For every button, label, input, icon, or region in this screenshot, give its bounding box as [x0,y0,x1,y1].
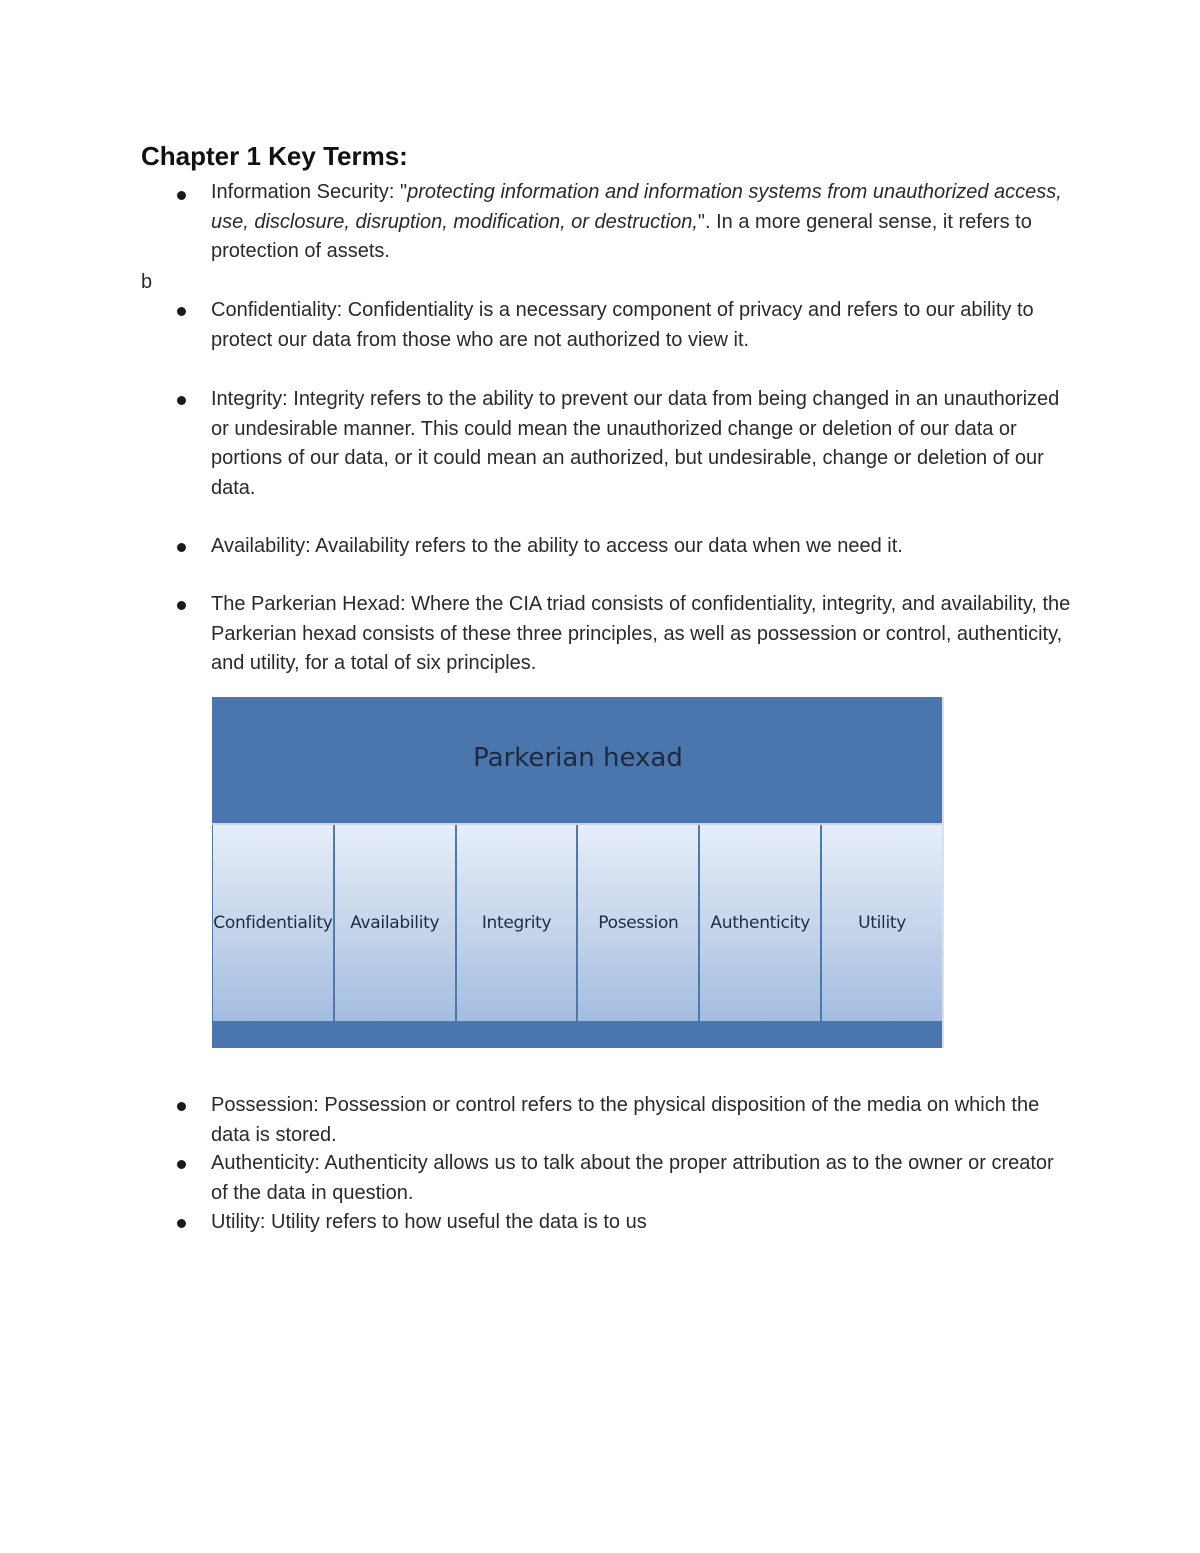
list-item-information-security [211,178,1071,267]
diagram-cells [212,823,942,1021]
stray-text: b [141,271,153,293]
bullet-icon [177,191,186,200]
list-item-possession: Possession: Possession or control refers to the physical disposition of the media on which the data is stored. [211,1094,1040,1146]
list-item-confidentiality: Confidentiality: Confidentiality is a necessary component of privacy and refers to our ability to protect our data from those who are not authorized to view it. [211,299,1034,351]
bullet-icon [177,307,186,316]
list-item-parkerian-hexad: The Parkerian Hexad: Where the CIA triad consists of confidentiality, integrity, and availability, the Parkerian hexad consists of these three principles, as well as possession or control, authenticity, and utility, for a total of six principles. [211,593,1071,674]
list-item-utility: Utility: Utility refers to how useful the data is to us [211,1211,647,1233]
bullet-icon [177,1219,186,1228]
bullet-icon [177,1160,186,1169]
page-title: Chapter 1 Key Terms: [141,141,408,171]
list-item-availability: Availability: Availability refers to the ability to access our data when we need it. [211,535,903,557]
diagram-cell-authenticity: Authenticity [700,825,822,1021]
bullet-icon [177,543,186,552]
diagram-cell-confidentiality: Confidentiality [212,825,335,1021]
term-rest: ". In a more general sense, it refers to protection of assets. [211,210,1032,262]
list-item-authenticity: Authenticity: Authenticity allows us to talk about the proper attribution as to the owner or creator of the data in question. [211,1152,1054,1204]
list-item-integrity: Integrity: Integrity refers to the ability to prevent our data from being changed in an unauthorized or undesirable manner. This could mean the unauthorized change or deletion of our data or portions of our data, or it could mean an authorized, but undesirable, change or deletion of our data. [211,388,1060,499]
term-quote: protecting information and information systems from unauthorized access, use, disclosure, disruption, modification, or destruction, [211,181,1062,233]
bullet-icon [177,1102,186,1111]
parkerian-hexad-diagram [212,697,944,1048]
diagram-title: Parkerian hexad [473,743,683,773]
diagram-cell-utility: Utility [822,825,942,1021]
diagram-cell-possession: Posession [578,825,700,1021]
diagram-cell-availability: Availability [335,825,457,1021]
bullet-icon [177,396,186,405]
term-label: Information Security: " [211,181,408,203]
bullet-icon [177,601,186,610]
diagram-cell-integrity: Integrity [457,825,579,1021]
